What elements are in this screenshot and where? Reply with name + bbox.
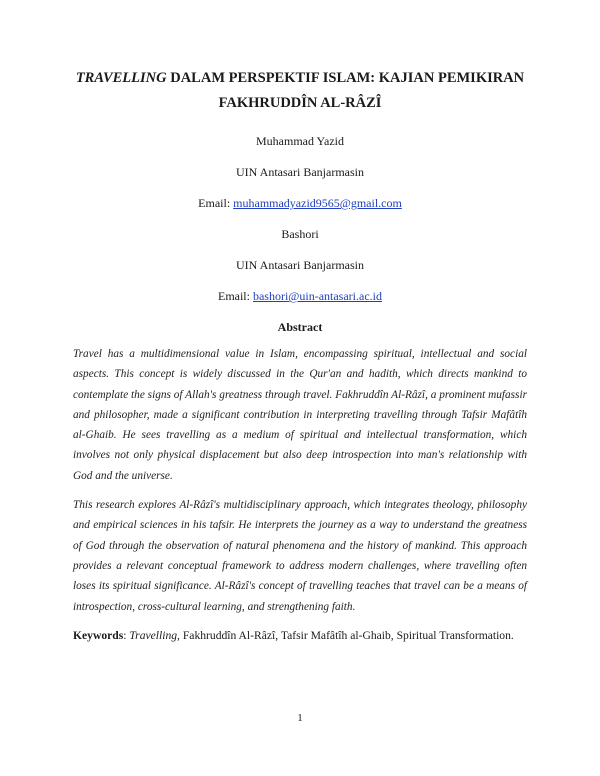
author-1-email-label: Email: <box>198 196 234 210</box>
author-1-email-line <box>73 195 527 211</box>
keywords-separator: : <box>123 628 130 642</box>
paper-title <box>73 0 527 116</box>
keyword-travelling: Travelling <box>129 628 178 642</box>
title-italic-word: TRAVELLING <box>75 70 167 86</box>
author-2-name: Bashori <box>281 227 319 241</box>
page-number: 1 <box>297 712 303 724</box>
keywords-label: Keywords <box>73 628 124 642</box>
abstract-paragraph-2: This research explores Al-Râzî's multidisciplinary approach, which integrates theology, philosophy and empirical sciences in his tafsir. He interprets the journey as a way to understand the greatness of God through the observation of natural phenomena and the history of mankind. This approach provides a relevant conceptual framework to address modern challenges, where travelling often loses its spiritual significance. Al-Râzî's concept of travelling teaches that travel can be a means of introspection, cross-cultural learning, and strengthening faith. <box>73 499 527 613</box>
author-2-affiliation: UIN Antasari Banjarmasin <box>236 258 364 272</box>
keywords-line <box>73 627 527 645</box>
author-1-email-link[interactable]: muhammadyazid9565@gmail.com <box>233 196 402 210</box>
author-2-email-link[interactable]: bashori@uin-antasari.ac.id <box>252 289 382 303</box>
author-2-email-label: Email: <box>217 289 253 303</box>
author-1-affiliation: UIN Antasari Banjarmasin <box>236 165 364 179</box>
author-1-name: Muhammad Yazid <box>256 134 344 148</box>
title-line2: FAKHRUDDÎN AL-RÂZÎ <box>218 95 382 111</box>
abstract-heading: Abstract <box>277 320 323 334</box>
keywords-rest: , Fakhruddîn Al-Râzî, Tafsir Mafâtîh al-Ghaib, Spiritual Transformation. <box>177 628 514 642</box>
author-2-email-line <box>73 288 527 304</box>
title-line1-rest: DALAM PERSPEKTIF ISLAM: KAJIAN PEMIKIRAN <box>166 70 525 86</box>
abstract-paragraph-1: Travel has a multidimensional value in Islam, encompassing spiritual, intellectual and social aspects. This concept is widely discussed in the Qur'an and hadith, which directs mankind to contemplate the signs of Allah's greatness through travel. Fakhruddîn Al-Râzî, a prominent mufassir and philosopher, made a significant contribution in interpreting travelling through Tafsir Mafâtîh al-Ghaib. He sees travelling as a medium of spiritual and intellectual transformation, which involves not only physical displacement but also deep introspection into man's relationship with God and the universe. <box>73 348 527 482</box>
